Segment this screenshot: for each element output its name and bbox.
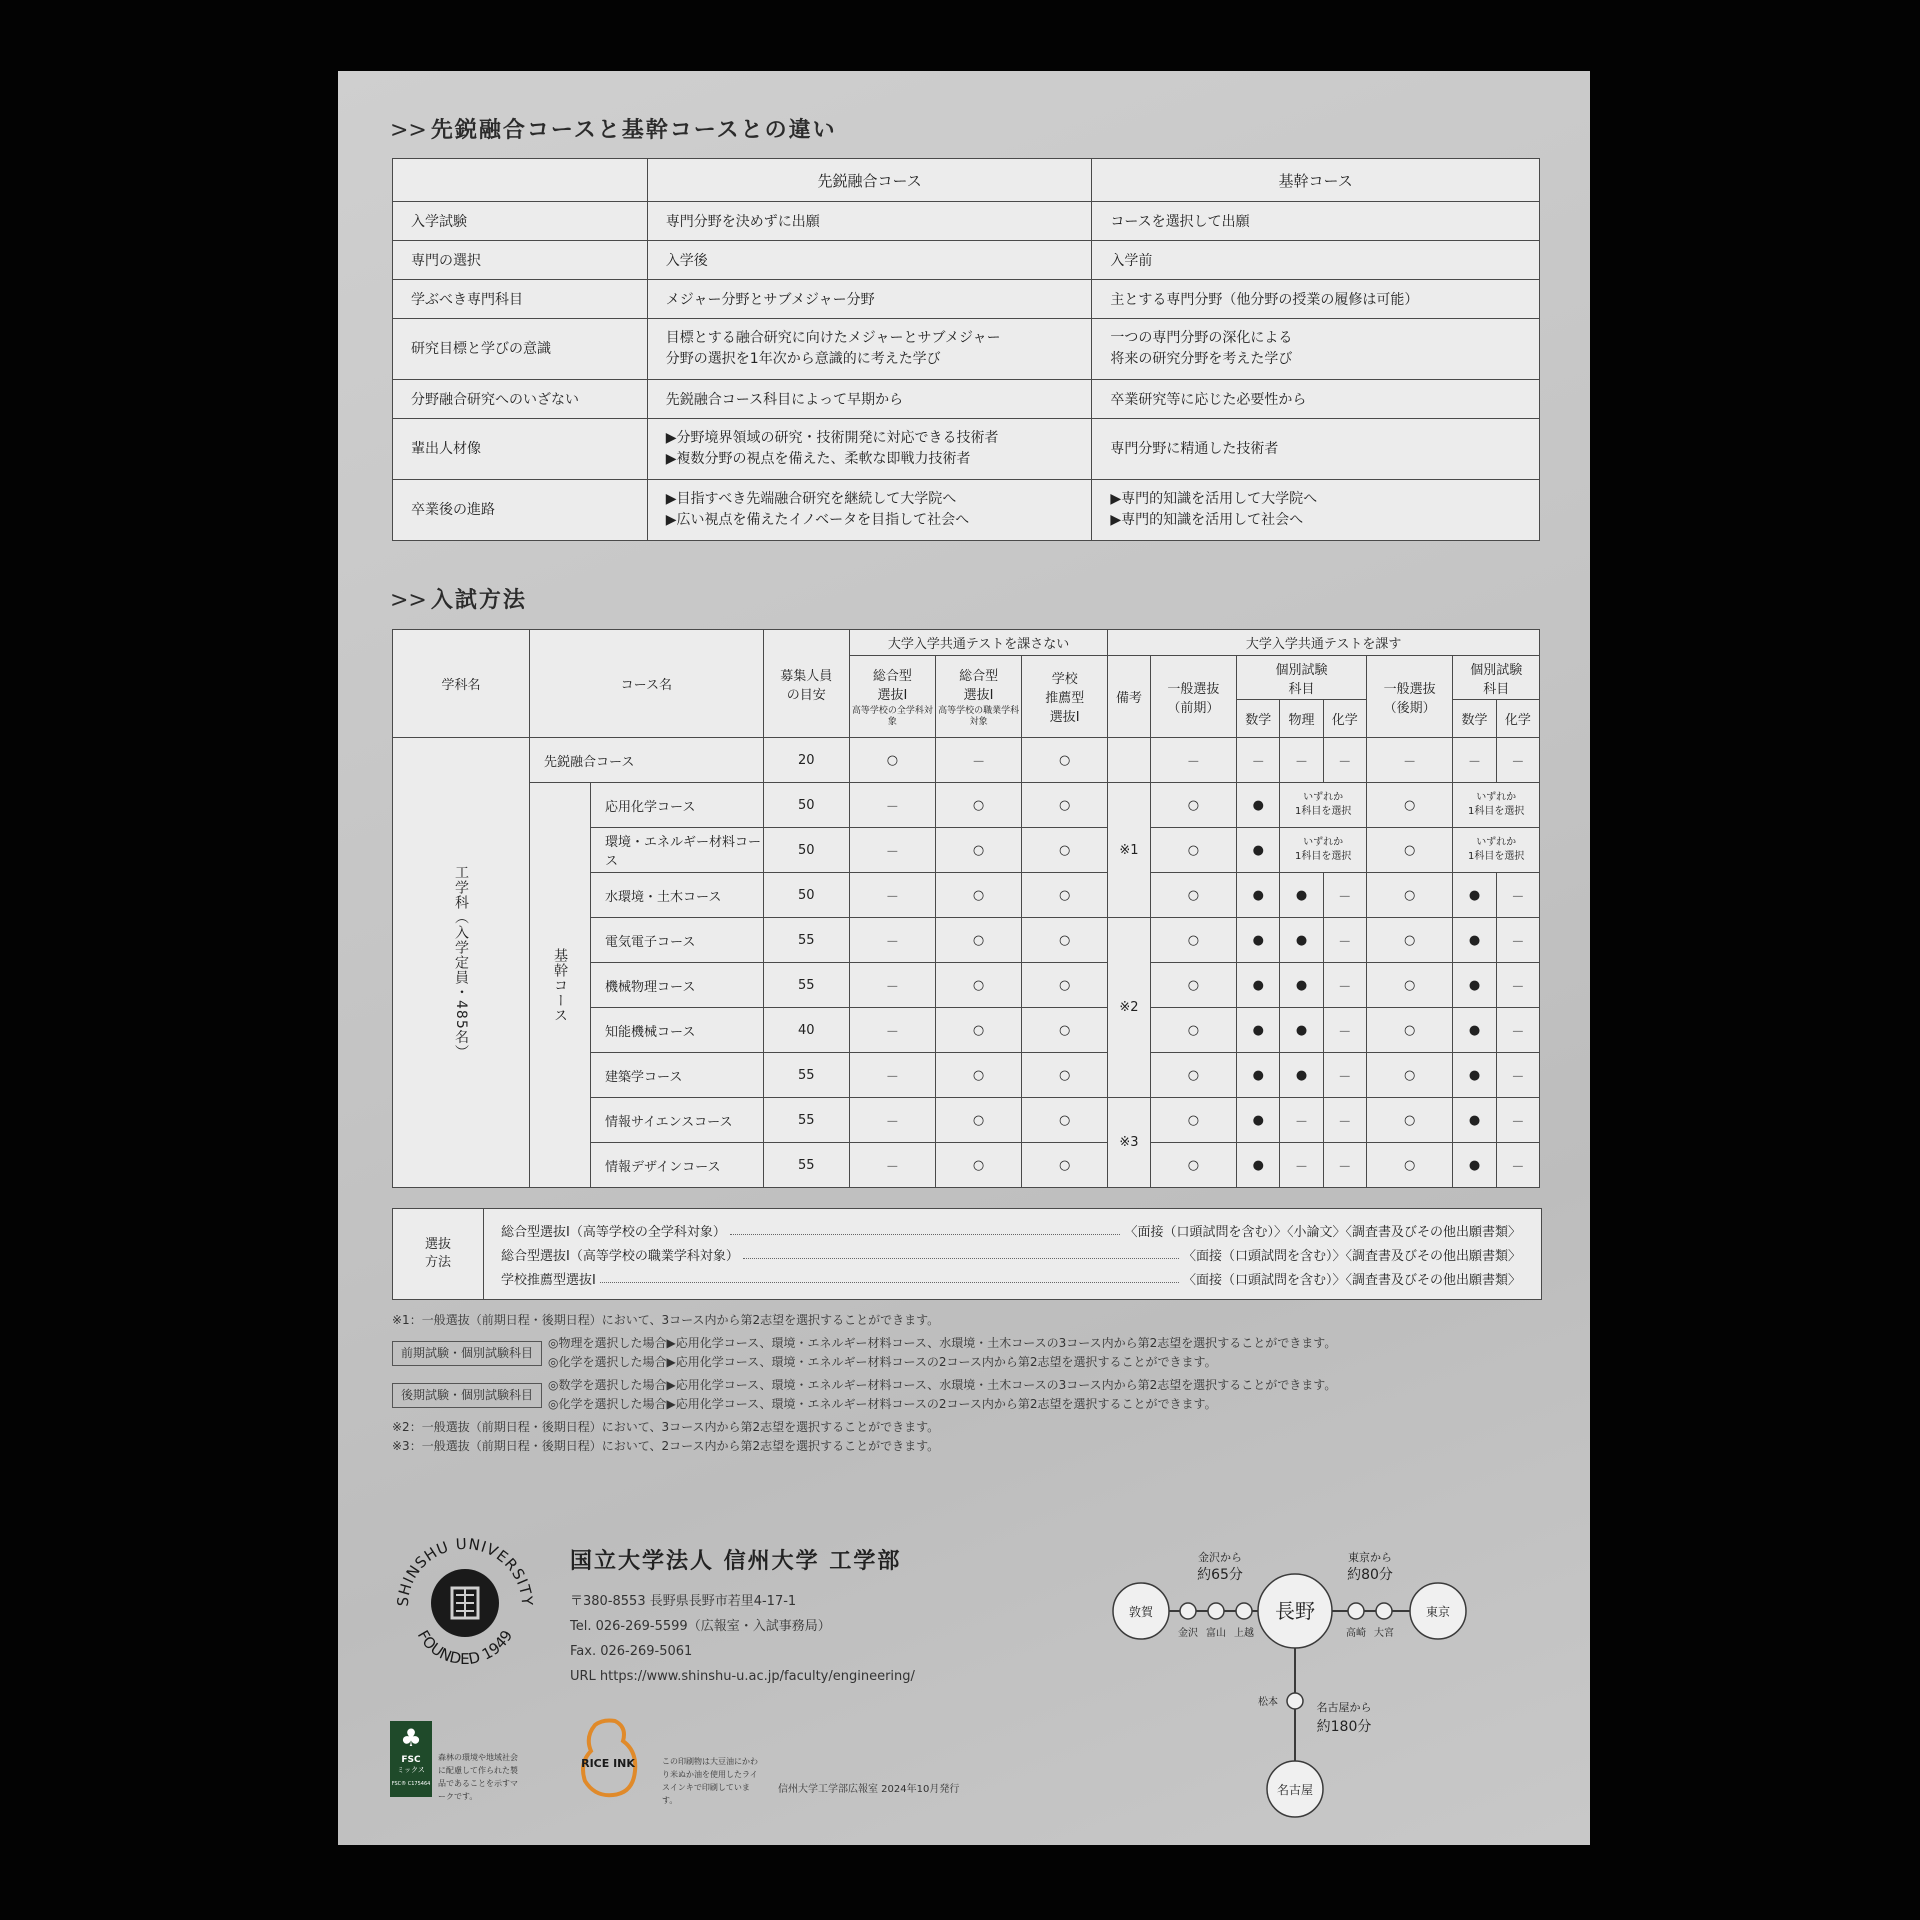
publish-info: 信州大学工学部広報室 2024年10月発行	[778, 1784, 960, 1795]
head-quota: 募集人員 の目安	[763, 630, 849, 738]
table-row: 機械物理コース 55 － ○ ○ ○ ● ● － ○ ● －	[393, 963, 1540, 1008]
svg-text:東京から: 東京から	[1348, 1551, 1392, 1564]
exam-table: 学科名 コース名 募集人員 の目安 大学入学共通テストを課さない 大学入学共通テストを課す 総合型 選抜Ⅰ 高等学校の全学科対象 総合型 選抜Ⅰ 高等学校の職業学科対象 学校 推薦型 選抜Ⅰ 備考 一般選抜 （前期） 個別試験 科目 一般選抜 （後期） 個別試験 科目 数学 物理 化学 数学 化学 工学科（入学定員・485名） 先鋭融合コース 20 ○ － ○ － － － － － － － 基幹コース 応用化学コース 50 － ○ ○ ※1 ○ ● いずれか 1科目を選択 ○ いずれか 1科目を選択 環境・エネルギー材料コース 50 － ○ ○ ○ ● いずれか 1科目を選択 ○ いずれか 1科目を選択 水環境・土木コース 50 － ○ ○ ○ ● ● － ○ ● － 電気電子コース 55 － ○ ○ ※2 ○ ● ● － ○ ● － 機械物理コース 55 － ○ ○ ○ ● ● － ○ ● － 知能機械コース 40 － ○ ○ ○ ● ● － ○ ● － 建築学コース 55 － ○ ○ ○ ● ● － ○ ● － 情報サイエンスコース 55 － ○ ○ ※3 ○ ● － － ○ ● － 情報デザインコース 55 － ○ ○ ○ ● － － ○ ● －	[392, 629, 1540, 1188]
svg-text:上越: 上越	[1234, 1628, 1254, 1639]
section-title-comparison: >> 先鋭融合コースと基幹コースとの違い	[390, 118, 837, 143]
col-head-kikan: 基幹コース	[1092, 159, 1540, 202]
footnotes: ※1：一般選抜（前期日程・後期日程）において、3コース内から第2志望を選択することができます。 前期試験・個別試験科目 ◎物理を選択した場合▶応用化学コース、環境・エネルギー材料コース、水環境・土木コースの3コース内から第2志望を選択することができます。 ◎化学を選択した場合▶応用化学コース、環境・エネルギー材料コースの2コース内から第2志望を選択することができます。 後期試験・個別試験科目 ◎数学を選択した場合▶応用化学コース、環境・エネルギー材料コース、水環境・土木コースの3コース内から第2志望を選択することができます。 ◎化学を選択した場合▶応用化学コース、環境・エネルギー材料コースの2コース内から第2志望を選択することができます。 ※2：一般選抜（前期日程・後期日程）において、3コース内から第2志望を選択することができます。 ※3：一般選抜（前期日程・後期日程）において、2コース内から第2志望を選択することができます。	[392, 1313, 1337, 1453]
table-row: 輩出人材像 ▶分野境界領域の研究・技術開発に対応できる技術者 ▶複数分野の視点を備えた、柔軟な即戦力技術者 専門分野に精通した技術者	[393, 419, 1540, 480]
logo-text-top: SHINSHU UNIVERSITY	[393, 1534, 537, 1608]
table-row: 知能機械コース 40 － ○ ○ ○ ● ● － ○ ● －	[393, 1008, 1540, 1053]
head-sogo-all: 総合型 選抜Ⅰ 高等学校の全学科対象	[849, 656, 935, 738]
svg-text:約80分: 約80分	[1347, 1567, 1393, 1583]
comparison-table	[392, 158, 1540, 541]
svg-text:長野: 長野	[1275, 1599, 1315, 1623]
fsc-logo: ♣ FSC ミックス FSC® C175464	[390, 1721, 432, 1797]
comparison-header-row	[393, 159, 1540, 202]
institution-name: 国立大学法人 信州大学 工学部	[570, 1549, 902, 1574]
contact-info: 〒380-8553 長野県長野市若里4-17-1 Tel. 026-269-5599（広報室・入試事務局） Fax. 026-269-5061 URL https://www.shinshu-u.ac.jp/faculty/engineering/	[570, 1594, 915, 1684]
svg-text:名古屋: 名古屋	[1276, 1783, 1314, 1797]
head-common-test: 大学入学共通テストを課す	[1108, 630, 1540, 656]
table-row: 分野融合研究へのいざない 先鋭融合コース科目によって早期から 卒業研究等に応じた必要性から	[393, 380, 1540, 419]
table-row: 情報サイエンスコース 55 － ○ ○ ※3 ○ ● － － ○ ● －	[393, 1098, 1540, 1143]
head-note: 備考	[1108, 656, 1150, 738]
back-exam-label: 後期試験・個別試験科目	[392, 1383, 542, 1408]
svg-text:大宮: 大宮	[1374, 1628, 1394, 1639]
station-takasaki	[1348, 1603, 1364, 1619]
col-head-sen: 先鋭融合コース	[647, 159, 1092, 202]
head-general-front: 一般選抜 （前期）	[1150, 656, 1236, 738]
svg-text:松本: 松本	[1258, 1697, 1278, 1708]
svg-text:金沢から: 金沢から	[1198, 1551, 1242, 1564]
selection-item: 学校推薦型選抜Ⅰ 〈面接（口頭試問を含む）〉〈調査書及びその他出願書類〉	[501, 1273, 1521, 1288]
head-no-common-test: 大学入学共通テストを課さない	[849, 630, 1107, 656]
svg-text:高崎: 高崎	[1346, 1628, 1366, 1639]
svg-text:金沢: 金沢	[1178, 1628, 1198, 1639]
table-row: 基幹コース 応用化学コース 50 － ○ ○ ※1 ○ ● いずれか 1科目を選択 ○ いずれか 1科目を選択	[393, 783, 1540, 828]
svg-text:RICE INK: RICE INK	[581, 1757, 635, 1770]
access-map	[1108, 1541, 1578, 1841]
selection-item: 総合型選抜Ⅰ（高等学校の職業学科対象） 〈面接（口頭試問を含む）〉〈調査書及びその他出願書類〉	[501, 1249, 1521, 1264]
table-row: 環境・エネルギー材料コース 50 － ○ ○ ○ ● いずれか 1科目を選択 ○ いずれか 1科目を選択	[393, 828, 1540, 873]
rice-ink-text: この印刷物は大豆油にかわり米ぬか油を使用したライスインキで印刷しています。	[662, 1757, 758, 1805]
svg-text:東京: 東京	[1425, 1605, 1451, 1619]
selection-method-box	[392, 1208, 1542, 1300]
station-matsumoto	[1287, 1693, 1303, 1709]
head-general-back: 一般選抜 （後期）	[1366, 656, 1452, 738]
dept-cell: 工学科（入学定員・485名）	[393, 738, 530, 1188]
table-row: 水環境・土木コース 50 － ○ ○ ○ ● ● － ○ ● －	[393, 873, 1540, 918]
logo-text-bottom: FOUNDED 1949	[413, 1627, 517, 1669]
svg-text:富山: 富山	[1206, 1628, 1226, 1639]
station-kanazawa	[1180, 1603, 1196, 1619]
svg-text:敦賀: 敦賀	[1128, 1605, 1154, 1619]
table-row: 建築学コース 55 － ○ ○ ○ ● ● － ○ ● －	[393, 1053, 1540, 1098]
head-course: コース名	[530, 630, 764, 738]
selection-item: 総合型選抜Ⅰ（高等学校の全学科対象） 〈面接（口頭試問を含む）〉〈小論文〉〈調査書及びその他出願書類〉	[501, 1225, 1521, 1240]
station-toyama	[1208, 1603, 1224, 1619]
front-exam-label: 前期試験・個別試験科目	[392, 1341, 542, 1366]
head-individual-front: 個別試験 科目	[1237, 656, 1367, 700]
svg-text:約65分: 約65分	[1197, 1567, 1243, 1583]
table-row: 学ぶべき専門科目 メジャー分野とサブメジャー分野 主とする専門分野（他分野の授業の履修は可能）	[393, 280, 1540, 319]
svg-text:名古屋から: 名古屋から	[1316, 1701, 1372, 1714]
rice-ink-logo	[575, 1717, 641, 1801]
head-individual-back: 個別試験 科目	[1453, 656, 1540, 700]
station-joetsu	[1236, 1603, 1252, 1619]
head-school-recommend: 学校 推薦型 選抜Ⅰ	[1022, 656, 1108, 738]
section-title-exam: >> 入試方法	[390, 588, 527, 613]
fsc-text: 森林の環境や地域社会に配慮して作られた製品であることを示すマークです。	[438, 1753, 518, 1801]
station-omiya	[1376, 1603, 1392, 1619]
kikan-cell: 基幹コース	[530, 783, 591, 1188]
table-row: 専門の選択 入学後 入学前	[393, 241, 1540, 280]
head-dept: 学科名	[393, 630, 530, 738]
table-row: 情報デザインコース 55 － ○ ○ ○ ● － － ○ ● －	[393, 1143, 1540, 1188]
head-sogo-vocational: 総合型 選抜Ⅰ 高等学校の職業学科対象	[936, 656, 1022, 738]
selection-label: 選抜 方法	[393, 1209, 484, 1299]
table-row: 卒業後の進路 ▶目指すべき先端融合研究を継続して大学院へ ▶広い視点を備えたイノベータを目指して社会へ ▶専門的知識を活用して大学院へ ▶専門的知識を活用して社会へ	[393, 480, 1540, 541]
table-row: 入学試験 専門分野を決めずに出願 コースを選択して出願	[393, 202, 1540, 241]
university-logo	[390, 1531, 540, 1681]
svg-text:約180分: 約180分	[1316, 1719, 1372, 1735]
brochure-sheet	[338, 71, 1590, 1845]
table-row: 工学科（入学定員・485名） 先鋭融合コース 20 ○ － ○ － － － － － － －	[393, 738, 1540, 783]
table-row: 研究目標と学びの意識 目標とする融合研究に向けたメジャーとサブメジャー 分野の選択を1年次から意識的に考えた学び 一つの専門分野の深化による 将来の研究分野を考えた学び	[393, 319, 1540, 380]
table-row: 電気電子コース 55 － ○ ○ ※2 ○ ● ● － ○ ● －	[393, 918, 1540, 963]
